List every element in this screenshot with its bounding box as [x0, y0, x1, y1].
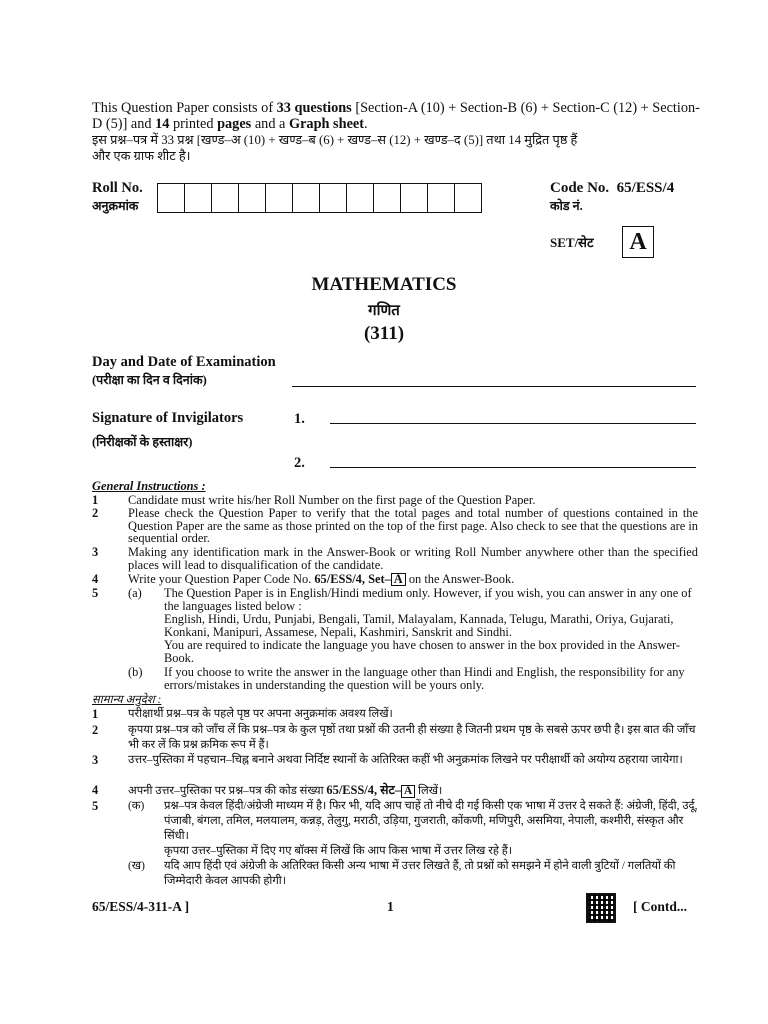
subject-title: MATHEMATICS: [311, 274, 457, 295]
general-instructions-title: General Instructions :: [92, 479, 206, 493]
roll-label-group: [92, 180, 143, 214]
set-a-mini-box-hindi: A: [401, 785, 415, 798]
roll-label-hindi: अनुक्रमांक: [92, 199, 139, 213]
intro-english: This Question Paper consists of 33 questions [Section-A (10) + Section-B (6) + Section-C (12) + Section-D (5)] and 14 printed pages and a Graph sheet.: [92, 100, 700, 132]
exam-date-line[interactable]: [292, 386, 696, 387]
roll-label: Roll No.: [92, 180, 143, 196]
roll-cell[interactable]: [184, 183, 212, 213]
roll-cell[interactable]: [292, 183, 320, 213]
roll-cell[interactable]: [454, 183, 482, 213]
invigilator-label: Signature of Invigilators (निरीक्षकों के हस्ताक्षर): [92, 410, 244, 449]
roll-cell[interactable]: [346, 183, 374, 213]
signature-line-1[interactable]: [330, 423, 696, 424]
signature-line-2[interactable]: [330, 467, 696, 468]
code-value: 65/ESS/4: [616, 180, 675, 196]
page-number: 1: [387, 899, 394, 914]
qr-code-icon: [586, 893, 616, 923]
code-label: Code No.: [550, 180, 610, 196]
set-a-mini-box: A: [391, 573, 406, 586]
roll-cell[interactable]: [265, 183, 293, 213]
subject-title-hindi: गणित: [368, 303, 400, 319]
code-group: [550, 180, 674, 214]
intro-hindi-2: और एक ग्राफ शीट है।: [92, 149, 191, 163]
roll-cell[interactable]: [238, 183, 266, 213]
intro-hindi-1: इस प्रश्न–पत्र में 33 प्रश्न [खण्ड–अ (10) + खण्ड–ब (6) + खण्ड–स (12) + खण्ड–द (5)] तथा 14 मुद्रित पृष्ठ हैं: [92, 133, 578, 147]
roll-cell[interactable]: [211, 183, 239, 213]
intro-block: [92, 100, 702, 164]
set-group: [550, 234, 594, 252]
sig-num-1: 1.: [294, 411, 305, 427]
roll-cell[interactable]: [427, 183, 455, 213]
sig-num-2: 2.: [294, 455, 305, 471]
roll-cell[interactable]: [400, 183, 428, 213]
set-label: SET/सेट: [550, 235, 594, 250]
code-label-hindi: कोड नं.: [550, 199, 583, 213]
roll-number-boxes[interactable]: [158, 183, 482, 213]
exam-date-label: Day and Date of Examination (परीक्षा का दिन व दिनांक): [92, 354, 276, 387]
roll-cell[interactable]: [157, 183, 185, 213]
hindi-instructions-title: सामान्य अनुदेश :: [92, 694, 162, 706]
roll-cell[interactable]: [319, 183, 347, 213]
contd-label: [ Contd...: [633, 899, 688, 914]
subject-code: (311): [363, 323, 405, 344]
set-box: A: [622, 226, 654, 258]
roll-cell[interactable]: [373, 183, 401, 213]
footer-code: 65/ESS/4-311-A ]: [92, 899, 190, 914]
